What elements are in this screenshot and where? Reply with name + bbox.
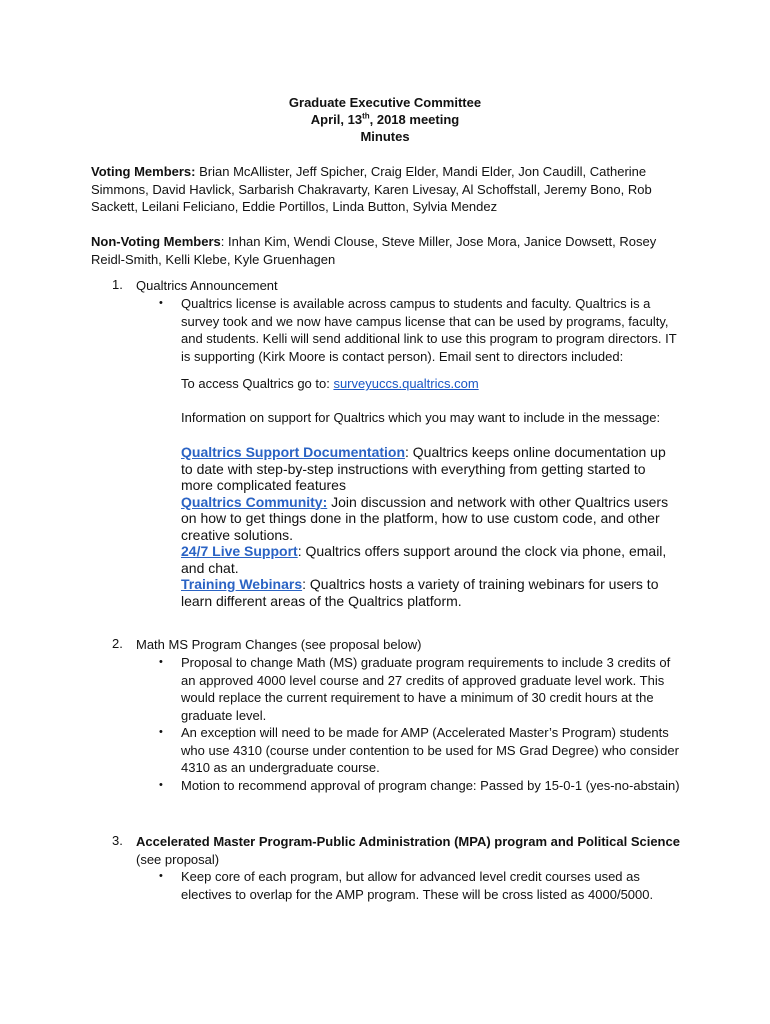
item-2-bullet-2: An exception will need to be made for AMP (Accelerated Master’s Program) students who use 4310 (course under contention to be used for MS Grad Degree) who consider 4310 as an undergraduate course.	[181, 725, 679, 775]
voting-members-label: Voting Members:	[91, 164, 196, 179]
item-2-bullet-3: Motion to recommend approval of program change: Passed by 15-0-1 (yes-no-abstain)	[181, 778, 680, 793]
item-1-title: Qualtrics Announcement	[136, 278, 278, 293]
bullet: •	[159, 726, 163, 738]
support-item: Qualtrics Support Documentation: Qualtrics keeps online documentation up to date with step-by-step instructions with everything from getting started to more complicated features	[181, 444, 666, 493]
item-3-number: 3.	[112, 833, 123, 848]
committee-title: Graduate Executive Committee	[288, 95, 482, 110]
item-2-number: 2.	[112, 636, 123, 651]
support-item: 24/7 Live Support: Qualtrics offers support around the clock via phone, email, and chat.	[181, 543, 667, 576]
access-line: To access Qualtrics go to: surveyuccs.qualtrics.com	[181, 376, 479, 391]
voting-members-list: Brian McAllister, Jeff Spicher, Craig Elder, Mandi Elder, Jon Caudill, Catherine Simmons, David Havlick, Sarbarish Chakravarty, Karen Livesay, Al Schoffstall, Jeremy Bono, Rob Sackett, Leilani Feliciano, Eddie Portillos, Linda Button, Sylvia Mendez	[91, 164, 652, 214]
bullet: •	[159, 870, 163, 882]
support-item: Qualtrics Community: Join discussion and network with other Qualtrics users on how to get things done in the platform, how to use custom code, and other creative solutions.	[181, 493, 669, 543]
support-doc-link[interactable]: Qualtrics Support Documentation	[181, 444, 406, 460]
support-info: Information on support for Qualtrics which you may want to include in the message:	[181, 410, 661, 425]
item-2-title: Math MS Program Changes (see proposal below)	[136, 637, 422, 652]
qualtrics-link[interactable]: surveyuccs.qualtrics.com	[333, 376, 479, 391]
item-1-bullet: Qualtrics license is available across campus to students and faculty. Qualtrics is a survey took and we now have campus license that can be used by programs, faculty, and students. Kelli will send additional link to use this program to program directors. IT is supporting (Kirk Moore is contact person). Email sent to directors included:	[181, 296, 677, 364]
meeting-date: April, 13th, 2018 meeting	[310, 111, 460, 127]
voting-members	[91, 163, 691, 216]
minutes-title: Minutes	[360, 129, 410, 144]
bullet: •	[159, 656, 163, 668]
webinars-link[interactable]: Training Webinars	[181, 576, 303, 592]
item-1-number: 1.	[112, 277, 123, 292]
community-link[interactable]: Qualtrics Community:	[181, 493, 328, 510]
item-3-bullet: Keep core of each program, but allow for advanced level credit courses used as electives to overlap for the AMP program. These will be cross listed as 4000/5000.	[181, 869, 654, 902]
document-header	[0, 94, 770, 145]
non-voting-members-list: : Inhan Kim, Wendi Clouse, Steve Miller, Jose Mora, Janice Dowsett, Rosey Reidl-Smith, Kelli Klebe, Kyle Gruenhagen	[91, 234, 657, 267]
bullet: •	[159, 297, 163, 309]
item-2-bullet-1: Proposal to change Math (MS) graduate program requirements to include 3 credits of an approved 4000 level course and 27 credits of approved graduate level work. This would replace the current requirement to have a minimum of 30 credit hours at the graduate level.	[181, 655, 671, 723]
item-3-title: Accelerated Master Program-Public Administration (MPA) program and Political Science (see proposal)	[136, 834, 680, 867]
support-list	[181, 444, 681, 609]
non-voting-members	[91, 233, 691, 268]
bullet: •	[159, 779, 163, 791]
live-support-link[interactable]: 24/7 Live Support	[181, 543, 298, 559]
support-item: Training Webinars: Qualtrics hosts a variety of training webinars for users to learn different areas of the Qualtrics platform.	[181, 576, 659, 609]
non-voting-members-label: Non-Voting Members	[91, 234, 221, 249]
